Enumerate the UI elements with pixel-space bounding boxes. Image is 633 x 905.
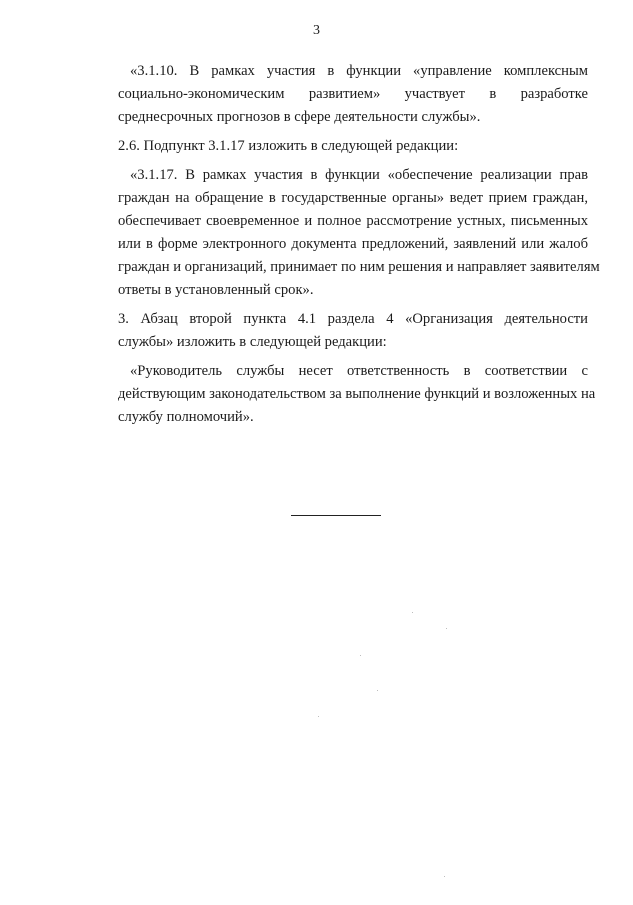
paragraph-3: [118, 308, 588, 354]
end-separator-line: [291, 515, 381, 516]
scan-speck: [360, 655, 361, 656]
text-line: «3.1.10. В рамках участия в функции «управление комплексным: [130, 63, 588, 79]
text-line: «3.1.17. В рамках участия в функции «обеспечение реализации прав: [130, 167, 588, 183]
scan-speck: [377, 690, 378, 691]
page-number: 3: [313, 23, 320, 38]
text-line: обеспечивает своевременное и полное рассмотрение устных, письменных: [118, 213, 588, 229]
text-line: граждан и организаций, принимает по ним решения и направляет заявителям: [118, 259, 600, 275]
text-line: 2.6. Подпункт 3.1.17 изложить в следующей редакции:: [118, 138, 459, 154]
text-line: действующим законодательством за выполнение функций и возложенных на: [118, 386, 596, 402]
text-line: 3. Абзац второй пункта 4.1 раздела 4 «Организация деятельности: [118, 311, 588, 327]
scan-speck: [444, 876, 445, 877]
scan-speck: [412, 612, 413, 613]
text-line: граждан на обращение в государственные органы» ведет прием граждан,: [118, 190, 588, 206]
document-body: [118, 60, 600, 435]
text-line: социально-экономическим развитием» участвует в разработке: [118, 86, 588, 102]
paragraph-head-responsibility: [118, 360, 596, 429]
scan-speck: [318, 716, 319, 717]
text-line: службы» изложить в следующей редакции:: [118, 334, 387, 350]
paragraph-3-1-10: [118, 60, 588, 129]
paragraph-3-1-17: [118, 164, 600, 302]
text-line: «Руководитель службы несет ответственность в соответствии с: [130, 363, 588, 379]
paragraph-2-6: [118, 135, 588, 158]
text-line: среднесрочных прогнозов в сфере деятельности службы».: [118, 109, 481, 125]
scan-speck: [446, 628, 447, 629]
text-line: службу полномочий».: [118, 409, 254, 425]
text-line: или в форме электронного документа предложений, заявлений или жалоб: [118, 236, 588, 252]
text-line: ответы в установленный срок».: [118, 282, 314, 298]
